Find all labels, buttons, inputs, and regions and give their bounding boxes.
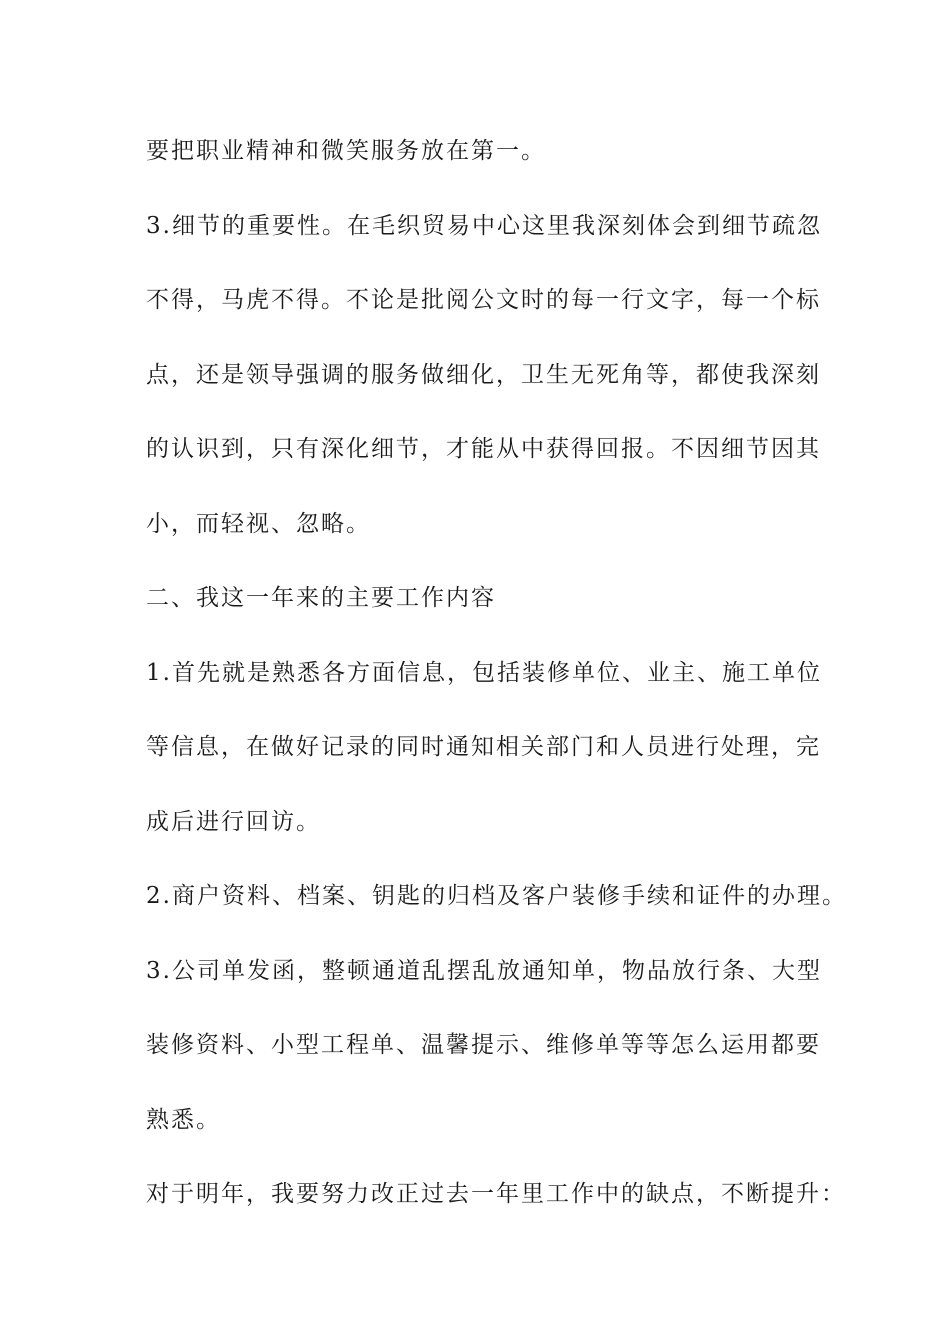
section-heading: 二、我这一年来的主要工作内容 xyxy=(146,585,496,611)
paragraph-line: 等信息，在做好记录的同时通知相关部门和人员进行处理，完 xyxy=(146,734,821,760)
paragraph-line: 1.首先就是熟悉各方面信息，包括装修单位、业主、施工单位 xyxy=(146,660,822,686)
paragraph-line: 对于明年，我要努力改正过去一年里工作中的缺点，不断提升： xyxy=(146,1181,846,1207)
paragraph-line: 2.商户资料、档案、钥匙的归档及客户装修手续和证件的办理。 xyxy=(146,883,847,909)
paragraph-line: 小，而轻视、忽略。 xyxy=(146,511,371,537)
paragraph-line: 的认识到，只有深化细节，才能从中获得回报。不因细节因其 xyxy=(146,436,821,462)
paragraph-line: 装修资料、小型工程单、温馨提示、维修单等等怎么运用都要 xyxy=(146,1032,821,1058)
paragraph-line: 熟悉。 xyxy=(146,1107,221,1133)
paragraph-line: 成后进行回访。 xyxy=(146,809,321,835)
paragraph-line: 3.细节的重要性。在毛织贸易中心这里我深刻体会到细节疏忽 xyxy=(146,213,822,239)
paragraph-line: 点，还是领导强调的服务做细化，卫生无死角等，都使我深刻 xyxy=(146,362,821,388)
paragraph-line: 3.公司单发函，整顿通道乱摆乱放通知单，物品放行条、大型 xyxy=(146,958,822,984)
paragraph-line: 不得，马虎不得。不论是批阅公文时的每一行文字，每一个标 xyxy=(146,287,821,313)
paragraph-line: 要把职业精神和微笑服务放在第一。 xyxy=(146,138,546,164)
